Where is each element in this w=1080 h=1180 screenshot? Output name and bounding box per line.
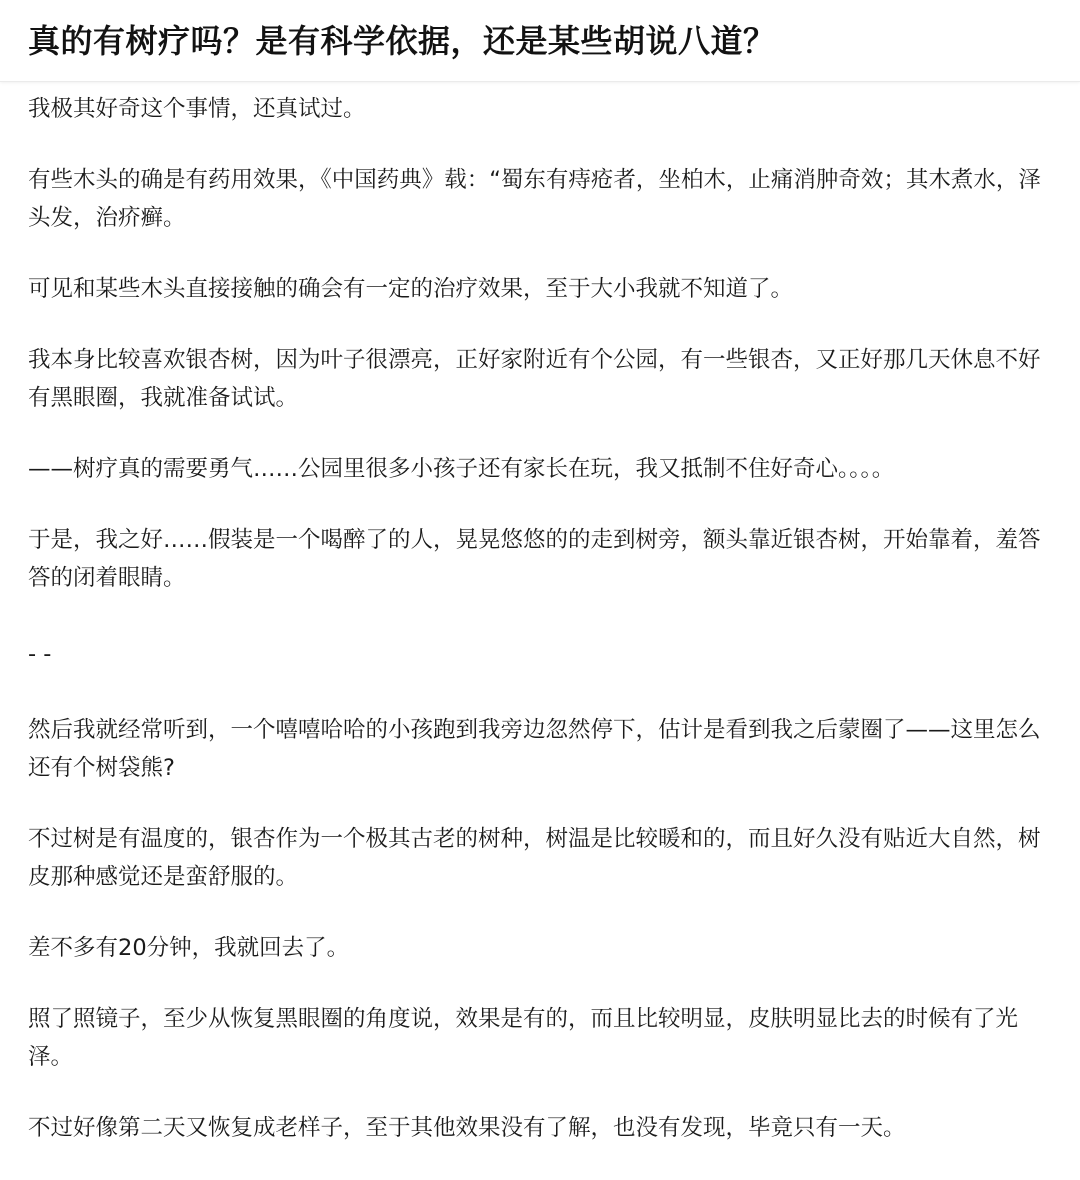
article-paragraph: ——树疗真的需要勇气……公园里很多小孩子还有家长在玩，我又抵制不住好奇心。。。。 (28, 456, 895, 482)
article-paragraph: 然后我就经常听到，一个嘻嘻哈哈的小孩跑到我旁边忽然停下，估计是看到我之后蒙圈了——这里怎么还有个树袋熊? (28, 717, 1041, 781)
article-paragraph: 我本身比较喜欢银杏树，因为叶子很漂亮，正好家附近有个公园，有一些银杏，又正好那几天休息不好有黑眼圈，我就准备试试。 (28, 347, 1041, 411)
article-paragraph: 可见和某些木头直接接触的确会有一定的治疗效果，至于大小我就不知道了。 (28, 276, 794, 302)
article-paragraph: 照了照镜子，至少从恢复黑眼圈的角度说，效果是有的，而且比较明显，皮肤明显比去的时候有了光泽。 (28, 1006, 1019, 1070)
article-paragraph: 不过好像第二天又恢复成老样子，至于其他效果没有了解，也没有发现，毕竟只有一天。 (28, 1115, 906, 1141)
article-paragraph: 于是，我之好……假装是一个喝醉了的人，晃晃悠悠的的走到树旁，额头靠近银杏树，开始靠着，羞答答的闭着眼睛。 (28, 527, 1041, 591)
article-body (28, 90, 1058, 1180)
article-divider-text: - - (28, 641, 52, 667)
article-paragraph: 有些木头的确是有药用效果，《中国药典》载：“蜀东有痔疮者，坐柏木，止痛消肿奇效；其木煮水，泽头发，治疥癣。 (28, 167, 1041, 231)
page-title: 真的有树疗吗？是有科学依据，还是某些胡说八道？ (28, 22, 776, 60)
article-paragraph: 不过树是有温度的，银杏作为一个极其古老的树种，树温是比较暖和的，而且好久没有贴近大自然，树皮那种感觉还是蛮舒服的。 (28, 826, 1041, 890)
title-bar (0, 0, 1080, 82)
article-paragraph: 我极其好奇这个事情，还真试过。 (28, 96, 366, 122)
article-paragraph: 差不多有20分钟，我就回去了。 (28, 935, 350, 961)
